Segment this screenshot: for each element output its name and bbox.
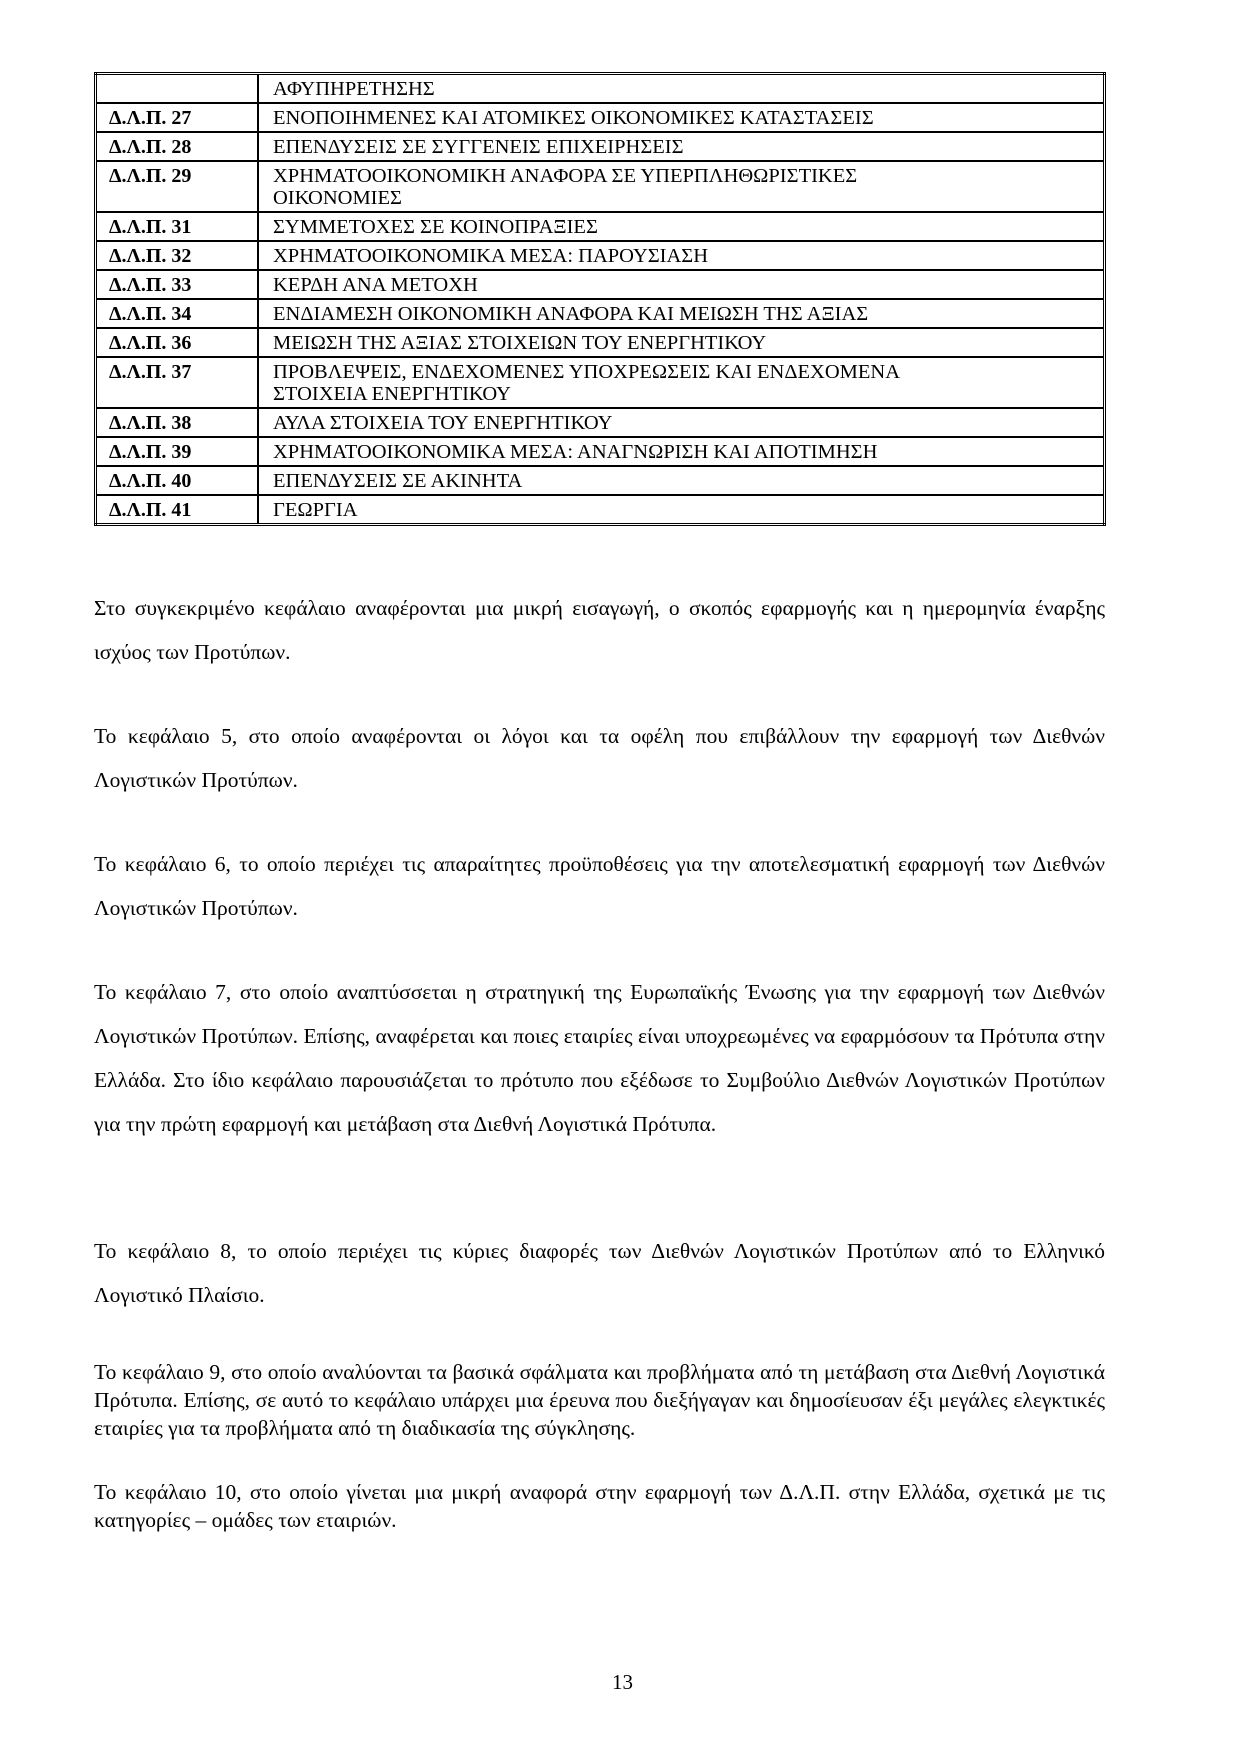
standard-code: Δ.Λ.Π. 27 [96, 103, 259, 132]
table-row [96, 328, 1105, 357]
standard-title [258, 357, 1105, 408]
standard-title [258, 408, 1105, 437]
standard-code: Δ.Λ.Π. 31 [96, 212, 259, 241]
paragraph-chapter-9: Το κεφάλαιο 9, στο οποίο αναλύονται τα βασικά σφάλματα και προβλήματα από τη μετάβαση στα Διεθνή Λογιστικά Πρότυπα. Επίσης, σε αυτό το κεφάλαιο υπάρχει μια έρευνα που διεξήγαγαν και δημοσίευσαν έξι μεγάλες ελεγκτικές εταιρίες για τα προβλήματα από τη διαδικασία της σύγκλησης. [94, 1360, 1105, 1440]
standard-title-line: ΓΕΩΡΓΙΑ [273, 499, 358, 521]
standard-code: Δ.Λ.Π. 28 [96, 132, 259, 161]
table-row [96, 103, 1105, 132]
standard-title [258, 161, 1105, 212]
table-row [96, 408, 1105, 437]
standard-title-line: ΣΤΟΙΧΕΙΑ ΕΝΕΡΓΗΤΙΚΟΥ [273, 383, 511, 405]
standard-title-line: ΧΡΗΜΑΤΟΟΙΚΟΝΟΜΙΚΗ ΑΝΑΦΟΡΑ ΣΕ ΥΠΕΡΠΛΗΘΩΡΙΣΤΙΚΕΣ [273, 165, 858, 187]
standard-title [258, 495, 1105, 525]
standard-title [258, 103, 1105, 132]
paragraph-chapter-6: Το κεφάλαιο 6, το οποίο περιέχει τις απαραίτητες προϋποθέσεις για την αποτελεσματική εφαρμογή των Διεθνών Λογιστικών Προτύπων. [94, 852, 1105, 920]
standard-title-line: ΧΡΗΜΑΤΟΟΙΚΟΝΟΜΙΚΑ ΜΕΣΑ: ΠΑΡΟΥΣΙΑΣΗ [273, 245, 709, 267]
standard-code: Δ.Λ.Π. 40 [96, 466, 259, 495]
paragraph-chapter-8: Το κεφάλαιο 8, το οποίο περιέχει τις κύριες διαφορές των Διεθνών Λογιστικών Προτύπων από το Ελληνικό Λογιστικό Πλαίσιο. [94, 1239, 1105, 1307]
standard-title [258, 270, 1105, 299]
standard-title-line: ΣΥΜΜΕΤΟΧΕΣ ΣΕ ΚΟΙΝΟΠΡΑΞΙΕΣ [273, 216, 598, 238]
standard-title [258, 328, 1105, 357]
table-row [96, 466, 1105, 495]
standard-title-line: ΕΝΟΠΟΙΗΜΕΝΕΣ ΚΑΙ ΑΤΟΜΙΚΕΣ ΟΙΚΟΝΟΜΙΚΕΣ ΚΑΤΑΣΤΑΣΕΙΣ [273, 107, 874, 129]
standard-title [258, 299, 1105, 328]
standard-title-line: ΚΕΡΔΗ ΑΝΑ ΜΕΤΟΧΗ [273, 274, 478, 296]
standard-code: Δ.Λ.Π. 37 [96, 357, 259, 408]
standard-title [258, 437, 1105, 466]
standards-table-body [96, 74, 1105, 525]
standards-table [94, 72, 1106, 526]
table-row [96, 132, 1105, 161]
paragraph-chapter-7: Το κεφάλαιο 7, στο οποίο αναπτύσσεται η στρατηγική της Ευρωπαϊκής Ένωσης για την εφαρμογή των Διεθνών Λογιστικών Προτύπων. Επίσης, αναφέρεται και ποιες εταιρίες είναι υποχρεωμένες να εφαρμόσουν τα Πρότυπα στην Ελλάδα. Στο ίδιο κεφάλαιο παρουσιάζεται το πρότυπο που εξέδωσε το Συμβούλιο Διεθνών Λογιστικών Προτύπων για την πρώτη εφαρμογή και μετάβαση στα Διεθνή Λογιστικά Πρότυπα. [94, 980, 1105, 1136]
standard-title [258, 212, 1105, 241]
standard-title-line: ΑΦΥΠΗΡΕΤΗΣΗΣ [273, 78, 435, 100]
standard-title [258, 132, 1105, 161]
standard-code [96, 74, 259, 104]
paragraph-chapter-10: Το κεφάλαιο 10, στο οποίο γίνεται μια μικρή αναφορά στην εφαρμογή των Δ.Λ.Π. στην Ελλάδα, σχετικά με τις κατηγορίες – ομάδες των εταιριών. [94, 1480, 1105, 1532]
page-number: 13 [612, 1670, 633, 1694]
standard-title-line: ΕΝΔΙΑΜΕΣΗ ΟΙΚΟΝΟΜΙΚΗ ΑΝΑΦΟΡΑ ΚΑΙ ΜΕΙΩΣΗ ΤΗΣ ΑΞΙΑΣ [273, 303, 869, 325]
standard-title-line: ΧΡΗΜΑΤΟΟΙΚΟΝΟΜΙΚΑ ΜΕΣΑ: ΑΝΑΓΝΩΡΙΣΗ ΚΑΙ ΑΠΟΤΙΜΗΣΗ [273, 441, 878, 463]
table-row [96, 212, 1105, 241]
standard-code: Δ.Λ.Π. 36 [96, 328, 259, 357]
standard-code: Δ.Λ.Π. 34 [96, 299, 259, 328]
standard-title-line: ΑΥΛΑ ΣΤΟΙΧΕΙΑ ΤΟΥ ΕΝΕΡΓΗΤΙΚΟΥ [273, 412, 613, 434]
table-row [96, 299, 1105, 328]
standard-code: Δ.Λ.Π. 38 [96, 408, 259, 437]
standard-code: Δ.Λ.Π. 41 [96, 495, 259, 525]
standard-title-line: ΜΕΙΩΣΗ ΤΗΣ ΑΞΙΑΣ ΣΤΟΙΧΕΙΩΝ ΤΟΥ ΕΝΕΡΓΗΤΙΚΟΥ [273, 332, 767, 354]
table-row [96, 74, 1105, 104]
standard-code: Δ.Λ.Π. 39 [96, 437, 259, 466]
standard-title [258, 241, 1105, 270]
table-row [96, 161, 1105, 212]
paragraph-intro: Στο συγκεκριμένο κεφάλαιο αναφέρονται μια μικρή εισαγωγή, ο σκοπός εφαρμογής και η ημερομηνία έναρξης ισχύος των Προτύπων. [94, 596, 1105, 664]
standard-title-line: ΟΙΚΟΝΟΜΙΕΣ [273, 187, 402, 209]
table-row [96, 357, 1105, 408]
table-row [96, 241, 1105, 270]
standard-code: Δ.Λ.Π. 32 [96, 241, 259, 270]
standard-title-line: ΕΠΕΝΔΥΣΕΙΣ ΣΕ ΑΚΙΝΗΤΑ [273, 470, 523, 492]
standard-code: Δ.Λ.Π. 33 [96, 270, 259, 299]
table-row [96, 270, 1105, 299]
standard-code: Δ.Λ.Π. 29 [96, 161, 259, 212]
standard-title [258, 74, 1105, 104]
standard-title [258, 466, 1105, 495]
standard-title-line: ΠΡΟΒΛΕΨΕΙΣ, ΕΝΔΕΧΟΜΕΝΕΣ ΥΠΟΧΡΕΩΣΕΙΣ ΚΑΙ ΕΝΔΕΧΟΜΕΝΑ [273, 361, 901, 383]
paragraph-chapter-5: Το κεφάλαιο 5, στο οποίο αναφέρονται οι λόγοι και τα οφέλη που επιβάλλουν την εφαρμογή των Διεθνών Λογιστικών Προτύπων. [94, 724, 1105, 792]
standard-title-line: ΕΠΕΝΔΥΣΕΙΣ ΣΕ ΣΥΓΓΕΝΕΙΣ ΕΠΙΧΕΙΡΗΣΕΙΣ [273, 136, 684, 158]
table-row [96, 437, 1105, 466]
table-row [96, 495, 1105, 525]
